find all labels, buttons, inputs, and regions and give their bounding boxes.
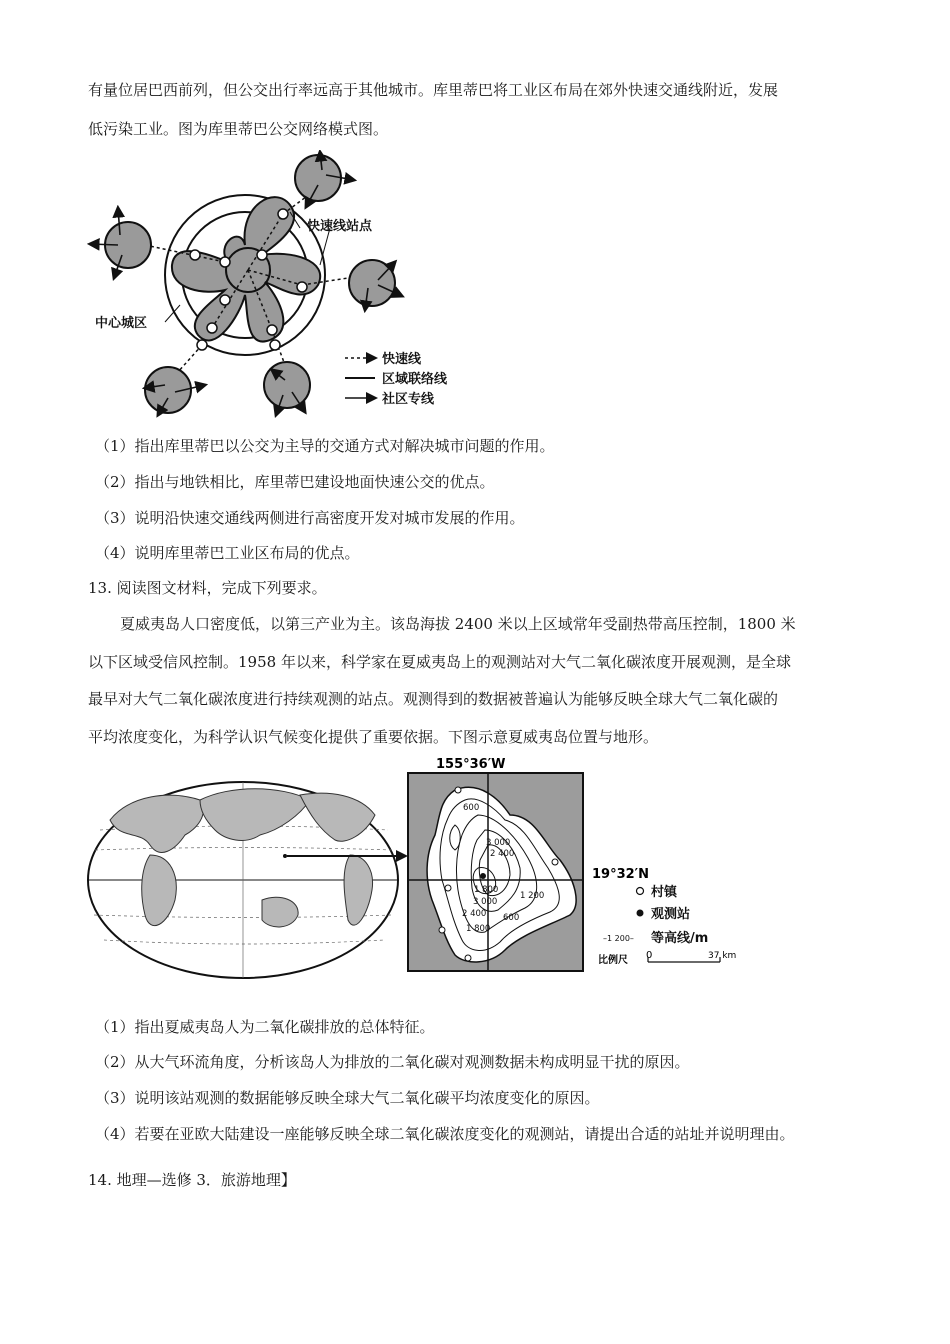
center-district-label: 中心城区 <box>95 316 148 331</box>
q13-para-line-4: 平均浓度变化，为科学认识气候变化提供了重要依据。下图示意夏威夷岛位置与地形。 <box>88 728 659 746</box>
legend-station: 观测站 <box>651 907 691 922</box>
central-district-shape <box>172 197 320 341</box>
contour-label-8: 1 200 <box>520 891 545 901</box>
legend-regional: 区域联络线 <box>382 372 448 387</box>
q13-para-line-2: 以下区域受信风控制。1958 年以来，科学家在夏威夷岛上的观测站对大气二氧化碳浓度开展观测，是全球 <box>88 653 791 671</box>
contour-label-3: 2 400 <box>490 849 515 859</box>
q13-item-1: （1）指出夏威夷岛人为二氧化碳排放的总体特征。 <box>95 1018 435 1036</box>
q12-item-1: （1）指出库里蒂巴以公交为主导的交通方式对解决城市问题的作用。 <box>95 437 555 455</box>
q13-heading: 13. 阅读图文材料，完成下列要求。 <box>88 579 327 597</box>
world-map <box>88 782 398 978</box>
intro-line-2: 低污染工业。图为库里蒂巴公交网络模式图。 <box>88 120 389 138</box>
bus-network-figure <box>80 150 480 420</box>
latitude-label: 19°32′N <box>592 867 649 882</box>
q13-item-3: （3）说明该站观测的数据能够反映全球大气二氧化碳平均浓度变化的原因。 <box>95 1089 600 1107</box>
contour-label-2: 3 000 <box>486 838 511 848</box>
map-legend <box>598 884 736 966</box>
contour-label-6: 2 400 <box>462 909 487 919</box>
scale-max: 37 km <box>708 951 737 961</box>
legend-contour: 等高线/m <box>651 931 709 946</box>
q13-item-4: （4）若要在亚欧大陆建设一座能够反映全球二氧化碳浓度变化的观测站，请提出合适的站址并说明理由。 <box>95 1125 795 1143</box>
hawaii-location-figure <box>85 750 765 985</box>
hawaii-position-dot <box>283 854 287 858</box>
express-station-label: 快速线站点 <box>307 219 373 234</box>
q14-heading: 14. 地理—选修 3．旅游地理】 <box>88 1171 296 1189</box>
contour-label-9: 600 <box>503 913 520 923</box>
contour-label-1: 600 <box>463 803 480 813</box>
q13-para-line-3: 最早对大气二氧化碳浓度进行持续观测的站点。观测得到的数据被普遍认为能够反映全球大气二氧化碳的 <box>88 690 779 708</box>
q12-item-2: （2）指出与地铁相比，库里蒂巴建设地面快速公交的优点。 <box>95 473 495 491</box>
scale-label: 比例尺 <box>598 955 628 966</box>
contour-label-5: 3 000 <box>473 897 498 907</box>
figure1-legend <box>345 351 448 407</box>
hawaii-inset-map <box>408 773 583 971</box>
q12-item-3: （3）说明沿快速交通线两侧进行高密度开发对城市发展的作用。 <box>95 509 525 527</box>
q13-item-2: （2）从大气环流角度，分析该岛人为排放的二氧化碳对观测数据未构成明显干扰的原因。 <box>95 1053 690 1071</box>
contour-label-4: 1 800 <box>474 885 499 895</box>
scale-zero: 0 <box>646 950 653 961</box>
legend-town: 村镇 <box>651 885 678 900</box>
legend-express: 快速线 <box>382 352 422 367</box>
q13-para-line-1: 夏威夷岛人口密度低，以第三产业为主。该岛海拔 2400 米以上区域常年受副热带高压控制，1800 米 <box>120 615 796 633</box>
legend-contour-sample: –1 200– <box>603 934 634 943</box>
intro-line-1: 有量位居巴西前列，但公交出行率远高于其他城市。库里蒂巴将工业区布局在郊外快速交通线附近，发展 <box>88 81 779 99</box>
longitude-label: 155°36′W <box>436 757 506 772</box>
q12-item-4: （4）说明库里蒂巴工业区布局的优点。 <box>95 544 360 562</box>
contour-label-7: 1 800 <box>466 924 491 934</box>
legend-community: 社区专线 <box>382 392 435 407</box>
